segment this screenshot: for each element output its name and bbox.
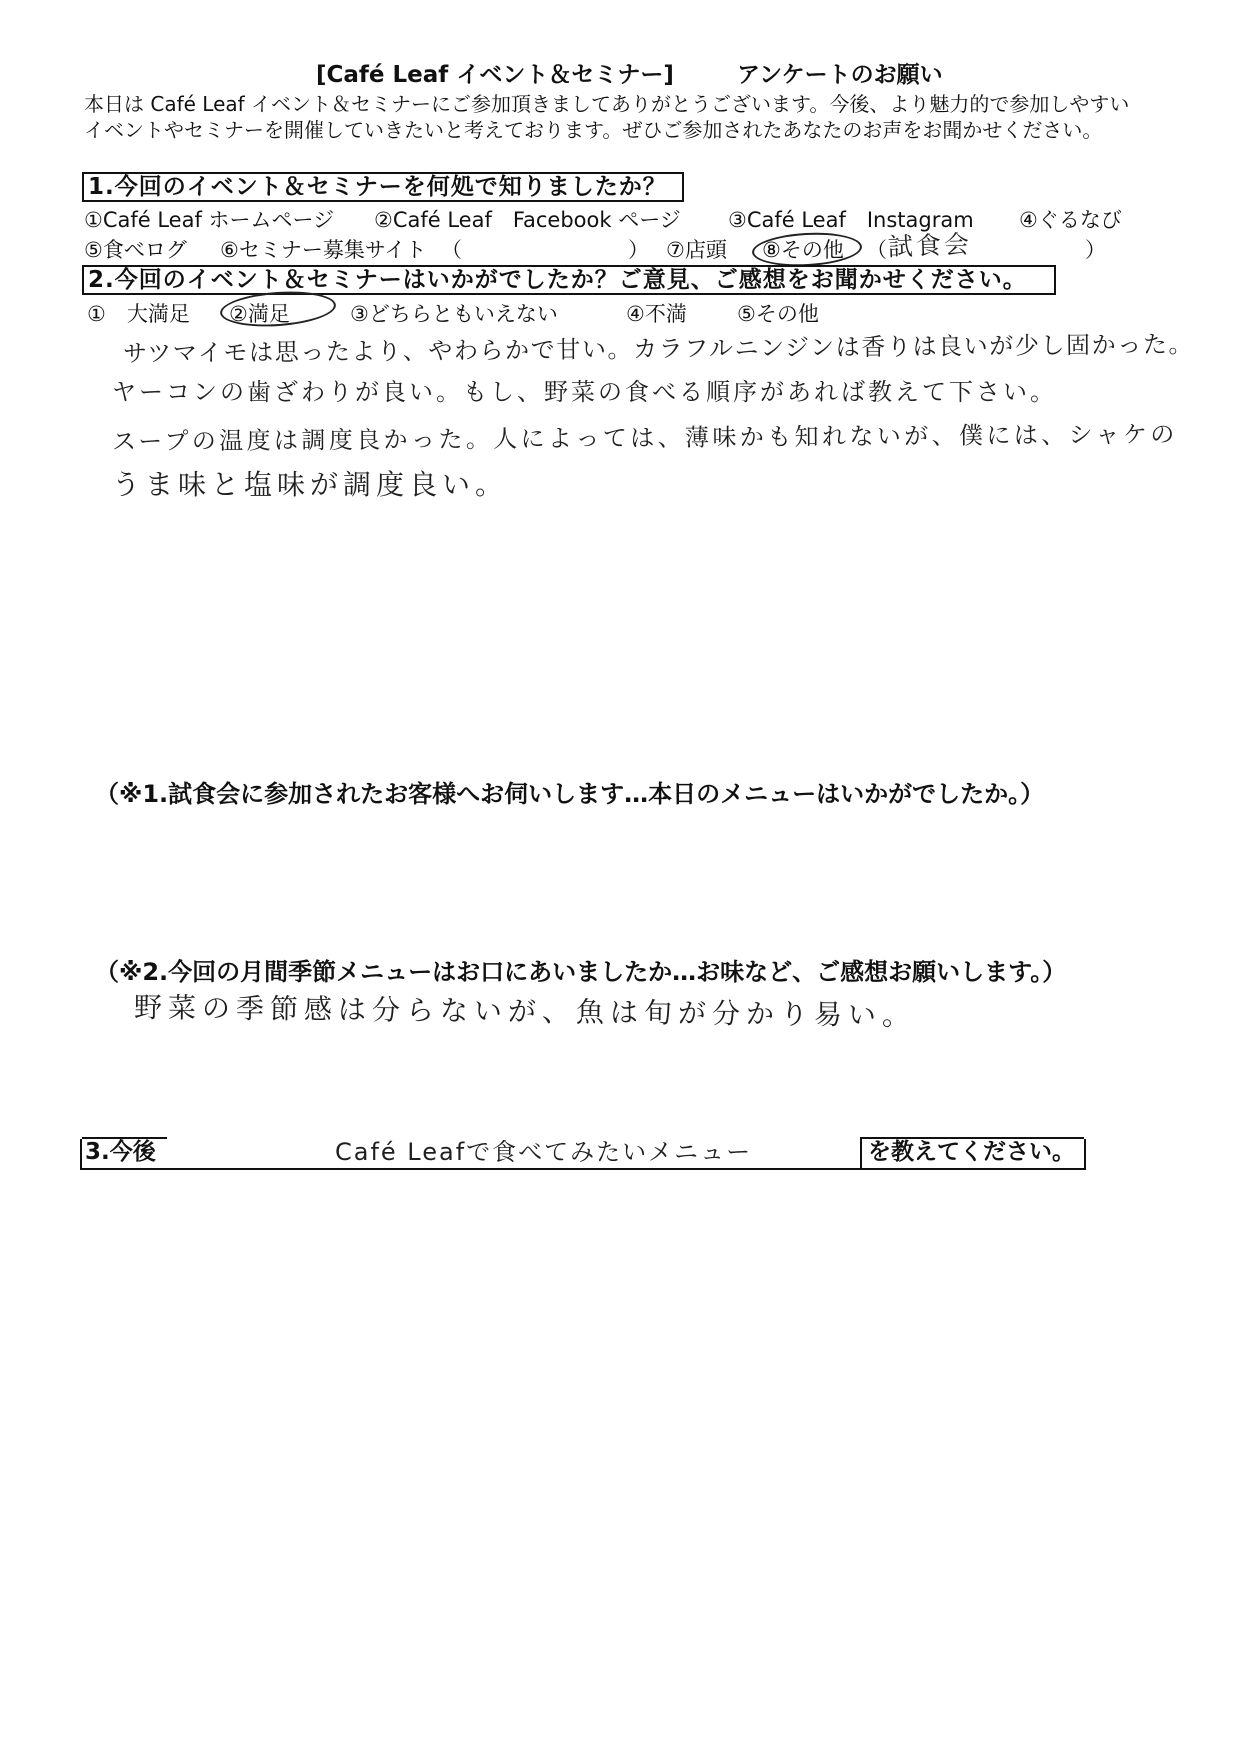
q2-handwritten-line-3: スープの温度は調度良かった。人によっては、薄味かも知れないが、僕には、シャケの [111,420,1178,456]
survey-title: [Café Leaf イベント＆セミナー] [316,62,674,88]
q1-option-other: ⑧その他 [762,238,844,262]
q1-option-tabelog: ⑤食べログ [84,238,187,262]
q2-option-satisfied: ②満足 [229,302,290,326]
q1-other-handwritten-answer: 試食会 [887,229,973,262]
q1-option-instagram: ③Café Leaf Instagram [728,208,974,232]
q1-option-facebook: ②Café Leaf Facebook ページ [374,208,681,232]
q1-seminar-site-paren-open: （ [441,238,462,262]
intro-line-1: 本日は Café Leaf イベント＆セミナーにご参加頂きましてありがとうございます。今後、より魅力的で参加しやすい [84,92,1130,116]
q2-option-dissatisfied: ④不満 [626,302,687,326]
note2-handwritten-answer: 野菜の季節感は分らないが、魚は旬が分かり易い。 [133,990,917,1033]
q2-option-other: ⑤その他 [737,302,819,326]
survey-subtitle: アンケートのお願い [737,62,943,88]
q3-label: 3.今後 [82,1137,167,1168]
q1-other-circle-mark [751,230,863,269]
q2-handwritten-line-4: うま味と塩味が調度良い。 [112,468,509,501]
q1-seminar-site-paren-close: ） [628,238,649,262]
q3-menu-text: Café Leafで食べてみたいメニュー [335,1138,753,1166]
q2-option-neutral: ③どちらともいえない [350,302,558,326]
q1-option-gurunavi: ④ぐるなび [1019,208,1122,232]
q3-row [80,1139,1086,1170]
q3-suffix: を教えてください。 [860,1137,1084,1168]
note1-heading: （※1.試食会に参加されたお客様へお伺いします…本日のメニューはいかがでしたか。） [95,780,1045,808]
q2-heading: 2.今回のイベント＆セミナーはいかがでしたか？ご意見、ご感想をお聞かせください。 [82,265,1056,295]
q1-heading: 1.今回のイベント＆セミナーを何処で知りましたか？ [82,172,684,202]
note2-heading: （※2.今回の月間季節メニューはお口にあいましたか…お味など、ご感想お願いします。） [95,958,1067,986]
q1-option-storefront: ⑦店頭 [666,238,727,262]
q2-handwritten-line-1: サツマイモは思ったより、やわらかで甘い。カラフルニンジンは香りは良いが少し固かった。 [122,330,1195,368]
q1-option-homepage: ①Café Leaf ホームページ [84,208,335,232]
q1-other-paren-open: （ [866,238,887,262]
q1-option-seminar-site: ⑥セミナー募集サイト [220,238,427,262]
q1-other-paren-close: ） [1085,238,1106,262]
q2-option-very-satisfied: ① 大満足 [87,302,190,326]
intro-line-2: イベントやセミナーを開催していきたいと考えております。ぜひご参加されたあなたのお声をお聞かせください。 [84,118,1103,142]
q2-handwritten-line-2: ヤーコンの歯ざわりが良い。もし、野菜の食べる順序があれば教えて下さい。 [112,378,1057,406]
